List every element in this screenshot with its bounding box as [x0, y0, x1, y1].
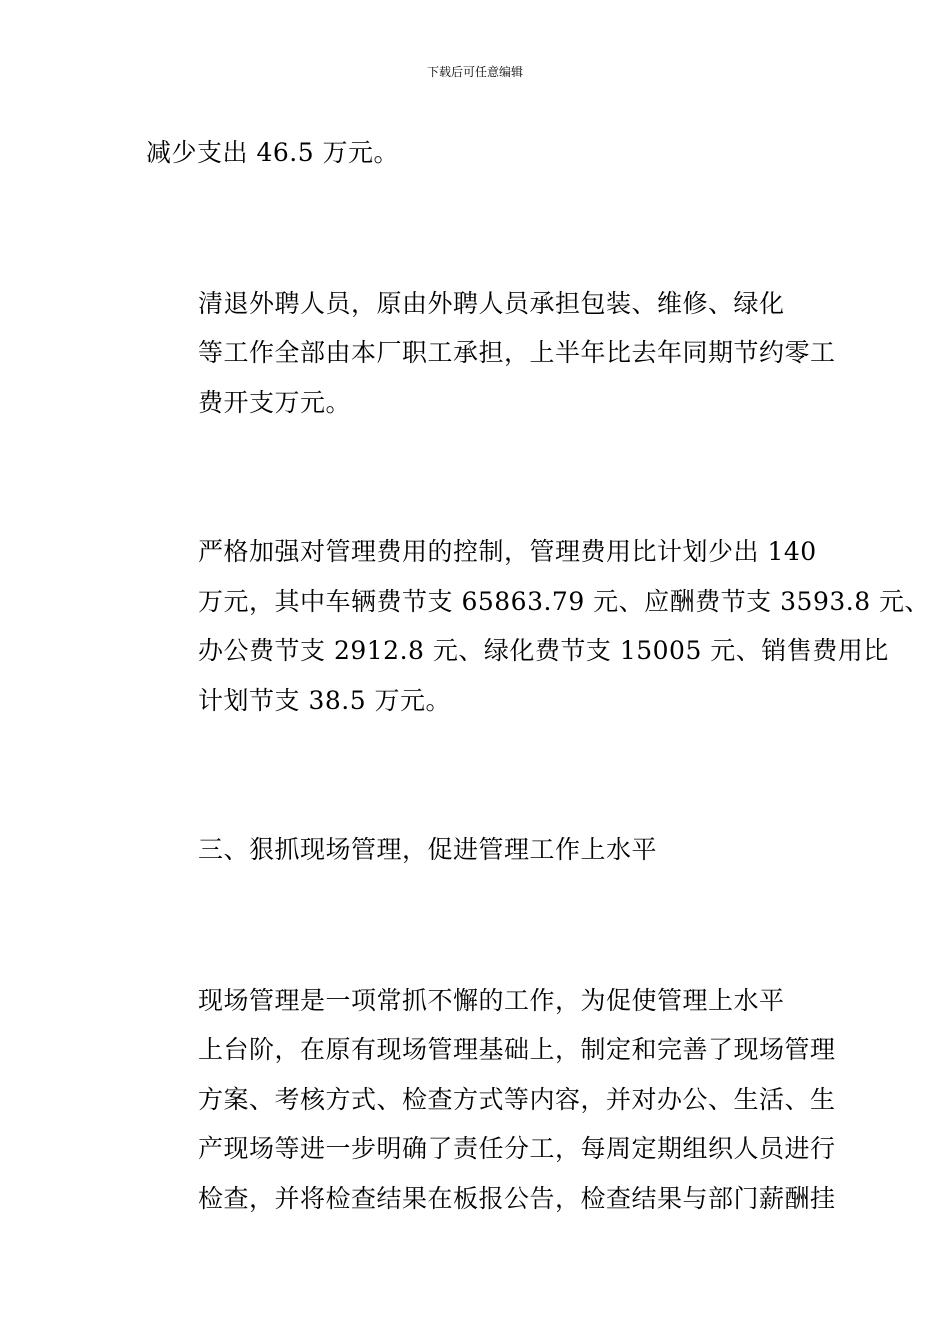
document-body	[146, 128, 931, 1223]
paragraph-management-costs	[146, 527, 931, 725]
paragraph-line: 严格加强对管理费用的控制，管理费用比计划少出 140	[198, 537, 817, 566]
paragraph-line: 办公费节支 2912.8 元、绿化费节支 15005 元、销售费用比	[198, 636, 889, 665]
paragraph-line: 万元，其中车辆费节支 65863.79 元、应酬费节支 3593.8 元、	[198, 586, 931, 616]
paragraph-expense-reduction	[146, 128, 814, 178]
paragraph-line: 计划节支 38.5 万元。	[198, 685, 452, 715]
paragraph-line: 产现场等进一步明确了责任分工，每周定期组织人员进行	[198, 1134, 836, 1163]
paragraph-spacer	[146, 178, 814, 279]
page-header: 下载后可任意编辑	[426, 65, 523, 79]
paragraph-line: 减少支出 46.5 万元。	[146, 138, 400, 167]
paragraph-line: 上台阶，在原有现场管理基础上，制定和完善了现场管理	[198, 1035, 836, 1064]
paragraph-site-management	[146, 976, 836, 1224]
paragraph-line: 检查，并将检查结果在板报公告，检查结果与部门薪酬挂	[198, 1183, 836, 1213]
paragraph-spacer	[146, 427, 814, 527]
paragraph-line: 清退外聘人员，原由外聘人员承担包装、维修、绿化	[198, 288, 785, 318]
section-heading-text: 三、狠抓现场管理，促进管理工作上水平	[198, 835, 658, 864]
paragraph-line: 现场管理是一项常抓不懈的工作，为促使管理上水平	[198, 985, 785, 1015]
paragraph-line: 等工作全部由本厂职工承担，上半年比去年同期节约零工	[198, 338, 836, 367]
paragraph-outsourced-staff	[146, 279, 836, 428]
paragraph-spacer	[146, 725, 814, 825]
paragraph-spacer	[146, 875, 814, 976]
section-heading	[146, 825, 814, 875]
paragraph-line: 费开支万元。	[198, 387, 352, 417]
paragraph-line: 方案、考核方式、检查方式等内容，并对办公、生活、生	[198, 1084, 836, 1114]
